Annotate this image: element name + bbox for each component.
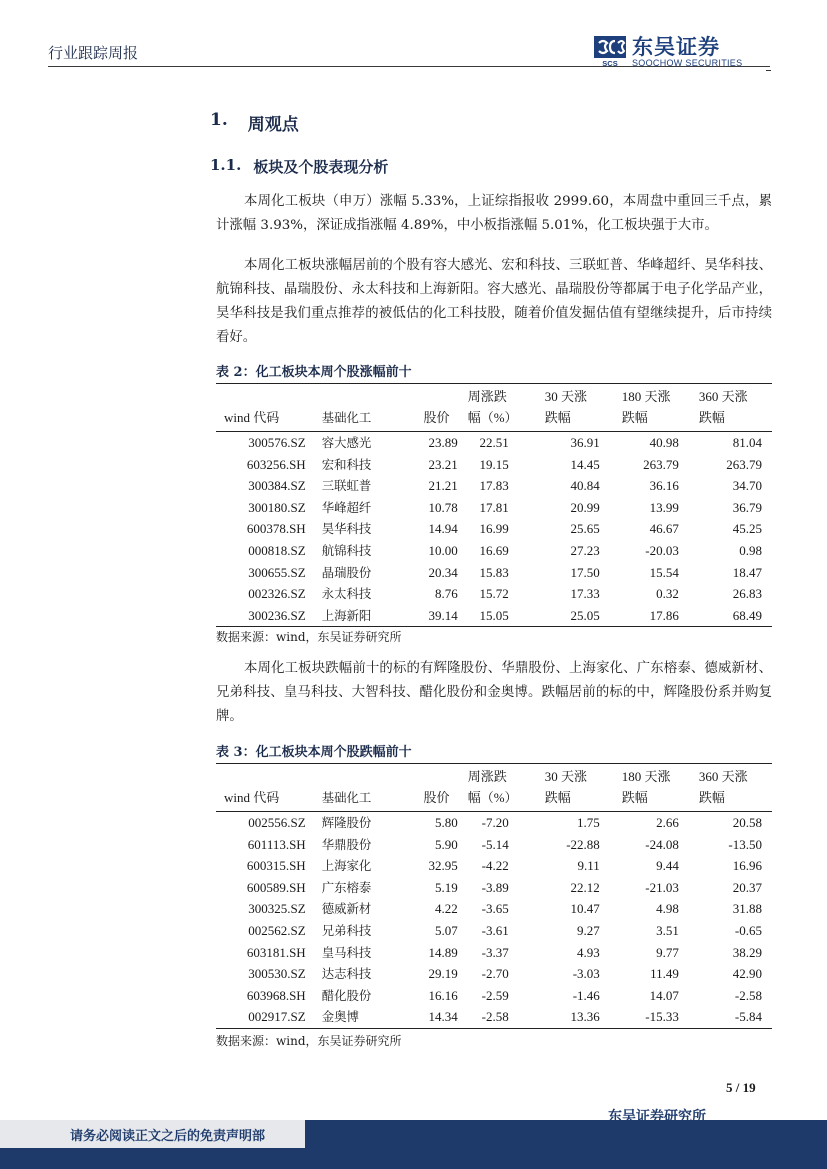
cell-30d: 27.23 bbox=[570, 542, 600, 558]
subsection-title: 板块及个股表现分析 bbox=[253, 158, 389, 176]
header-weekly: 周涨跌 幅（%） bbox=[462, 764, 539, 812]
cell-weekly: -3.65 bbox=[481, 901, 509, 917]
paragraph-top-gainers: 本周化工板块涨幅居前的个股有容大感光、宏和科技、三联虹普、华峰超纤、昊华科技、航锦科技、晶瑞股份、永太科技和上海新阳。容大感光、晶瑞股份等都属于电子化学品产业，昊华科技是我们重点推荐的被低估的化工科技股，随着价值发掘估值有望继续提升，后市持续看好。 bbox=[216, 258, 772, 345]
cell-price: 29.19 bbox=[428, 966, 458, 982]
cell-name: 德威新材 bbox=[321, 901, 372, 917]
cell-180d: 40.98 bbox=[649, 435, 679, 450]
header-180d: 180 天涨 跌幅 bbox=[616, 384, 693, 432]
cell-name: 广东榕泰 bbox=[321, 879, 372, 895]
cell-price: 39.14 bbox=[405, 605, 461, 627]
cell-price: 16.16 bbox=[428, 987, 458, 1003]
cell-weekly: 16.99 bbox=[479, 521, 509, 537]
cell-code: 603256.SH bbox=[246, 456, 306, 472]
logo-en-text: SOOCHOW SECURITIES bbox=[632, 58, 743, 68]
table-row bbox=[216, 583, 772, 605]
table-row bbox=[216, 898, 772, 920]
cell-180d: 13.99 bbox=[649, 499, 679, 515]
cell-30d: -22.88 bbox=[566, 836, 600, 852]
cell-name: 容大感光 bbox=[321, 435, 372, 450]
logo-abbr: SCS bbox=[602, 59, 618, 68]
cell-code: 002556.SZ bbox=[248, 815, 306, 830]
table-row bbox=[216, 518, 772, 540]
cell-name: 昊华科技 bbox=[321, 521, 372, 537]
cell-weekly: -2.59 bbox=[481, 987, 509, 1003]
cell-360d: 20.37 bbox=[732, 879, 762, 895]
cell-name: 晶瑞股份 bbox=[321, 564, 372, 580]
cell-180d: 4.98 bbox=[656, 901, 679, 917]
cell-180d: 3.51 bbox=[656, 922, 679, 938]
cell-code: 600315.SH bbox=[246, 858, 306, 874]
header-360d: 360 天涨 跌幅 bbox=[693, 764, 772, 812]
disclaimer-notice: 请务必阅读正文之后的免责声明部 bbox=[70, 1129, 266, 1144]
cell-180d: -24.08 bbox=[645, 836, 679, 852]
cell-weekly: 22.51 bbox=[479, 435, 509, 450]
cell-180d: 0.32 bbox=[656, 586, 679, 602]
subsection-number: 1.1. bbox=[210, 156, 242, 174]
cell-360d: 0.98 bbox=[739, 542, 762, 558]
cell-name: 皇马科技 bbox=[321, 944, 372, 960]
cell-30d: 4.93 bbox=[577, 944, 600, 960]
cell-price: 14.89 bbox=[428, 944, 458, 960]
cell-name: 宏和科技 bbox=[321, 456, 372, 472]
header-code: wind 代码 bbox=[216, 764, 310, 812]
cell-180d: 46.67 bbox=[649, 521, 679, 537]
cell-180d: 263.79 bbox=[643, 456, 679, 472]
cell-180d: -15.33 bbox=[616, 1006, 693, 1028]
cell-180d: 9.44 bbox=[656, 858, 679, 874]
paragraph-market-summary: 本周化工板块（申万）涨幅 5.33%，上证综指报收 2999.60，本周盘中重回三千点，累计涨幅 3.93%，深证成指涨幅 4.89%，中小板指涨幅 5.01%，化工板块强于大市。 bbox=[216, 194, 772, 233]
header-30d: 30 天涨 跌幅 bbox=[539, 384, 616, 432]
logo-icon bbox=[594, 36, 626, 68]
company-logo bbox=[594, 36, 742, 70]
cell-360d: -13.50 bbox=[728, 836, 762, 852]
cell-weekly: -3.37 bbox=[481, 944, 509, 960]
cell-360d: 31.88 bbox=[732, 901, 762, 917]
cell-360d: 263.79 bbox=[726, 456, 762, 472]
cell-code: 601113.SH bbox=[247, 836, 306, 852]
cell-code: 300180.SZ bbox=[248, 499, 306, 515]
cell-price: 21.21 bbox=[428, 478, 458, 494]
report-type-label: 行业跟踪周报 bbox=[48, 44, 139, 62]
cell-name: 永太科技 bbox=[321, 586, 372, 602]
cell-180d: -20.03 bbox=[645, 542, 679, 558]
cell-weekly: -5.14 bbox=[481, 836, 509, 852]
cell-30d: 10.47 bbox=[570, 901, 600, 917]
cell-180d: 11.49 bbox=[650, 966, 679, 982]
header-180d: 180 天涨 跌幅 bbox=[616, 764, 693, 812]
cell-180d: 9.77 bbox=[656, 944, 679, 960]
cell-price: 5.80 bbox=[434, 815, 458, 830]
subsection-heading bbox=[210, 156, 388, 177]
cell-180d: 14.07 bbox=[649, 987, 679, 1003]
cell-weekly: 15.05 bbox=[462, 605, 539, 627]
header-mark bbox=[766, 70, 771, 71]
cell-360d: -2.58 bbox=[734, 987, 762, 1003]
cell-30d: -3.03 bbox=[572, 966, 600, 982]
cell-30d: 9.27 bbox=[577, 922, 600, 938]
table-header-row bbox=[216, 384, 772, 432]
cell-360d: 20.58 bbox=[732, 815, 762, 830]
table-row bbox=[216, 454, 772, 476]
cell-price: 14.34 bbox=[405, 1006, 461, 1028]
cell-30d: 9.11 bbox=[577, 858, 600, 874]
data-source-note: 数据来源：wind，东吴证券研究所 bbox=[216, 1034, 402, 1048]
cell-code: 300655.SZ bbox=[248, 564, 306, 580]
losers-table-body bbox=[216, 812, 772, 1029]
header-price: 股价 bbox=[405, 764, 461, 812]
cell-price: 5.90 bbox=[434, 836, 458, 852]
cell-weekly: 19.15 bbox=[479, 456, 509, 472]
table-caption-losers: 表 3：化工板块本周个股跌幅前十 bbox=[216, 745, 412, 760]
cell-30d: 1.75 bbox=[577, 815, 600, 830]
cell-360d: 45.25 bbox=[732, 521, 762, 537]
cell-weekly: -3.61 bbox=[481, 922, 509, 938]
cell-30d: 20.99 bbox=[570, 499, 600, 515]
cell-weekly: 15.83 bbox=[479, 564, 509, 580]
cell-name: 三联虹普 bbox=[321, 478, 372, 494]
cell-360d: 16.96 bbox=[732, 858, 762, 874]
cell-price: 8.76 bbox=[434, 586, 458, 602]
cell-price: 14.94 bbox=[428, 521, 458, 537]
cell-name: 兄弟科技 bbox=[321, 922, 372, 938]
table-row bbox=[216, 1006, 772, 1028]
section-number: 1. bbox=[210, 110, 228, 130]
logo-cn-text: 东吴证券 bbox=[632, 35, 720, 59]
cell-name: 华峰超纤 bbox=[321, 499, 372, 515]
cell-weekly: -3.89 bbox=[481, 879, 509, 895]
cell-name: 醋化股份 bbox=[321, 987, 372, 1003]
cell-30d: 13.36 bbox=[539, 1006, 616, 1028]
cell-30d: -1.46 bbox=[572, 987, 600, 1003]
table-row bbox=[216, 877, 772, 899]
gainers-table bbox=[216, 383, 772, 627]
cell-name: 辉隆股份 bbox=[321, 815, 372, 830]
cell-30d: 25.05 bbox=[539, 605, 616, 627]
cell-name: 华鼎股份 bbox=[321, 836, 372, 852]
cell-30d: 17.33 bbox=[570, 586, 600, 602]
page-number: 5 / 19 bbox=[726, 1080, 756, 1095]
cell-360d: 36.79 bbox=[732, 499, 762, 515]
table-row bbox=[216, 963, 772, 985]
cell-180d: -21.03 bbox=[645, 879, 679, 895]
section-heading bbox=[210, 110, 299, 135]
cell-price: 23.21 bbox=[428, 456, 458, 472]
cell-weekly: -2.70 bbox=[481, 966, 509, 982]
table-row bbox=[216, 812, 772, 834]
footer-organization: 东吴证券研究所 bbox=[608, 1109, 706, 1125]
cell-360d: 68.49 bbox=[693, 605, 772, 627]
cell-weekly: 16.69 bbox=[479, 542, 509, 558]
cell-code: 300325.SZ bbox=[248, 901, 306, 917]
section-title: 周观点 bbox=[247, 115, 299, 135]
cell-360d: -0.65 bbox=[734, 922, 762, 938]
losers-table bbox=[216, 763, 772, 1029]
cell-code: 000818.SZ bbox=[248, 542, 306, 558]
cell-code: 600378.SH bbox=[246, 521, 306, 537]
header-360d: 360 天涨 跌幅 bbox=[693, 384, 772, 432]
cell-price: 23.89 bbox=[428, 435, 458, 450]
cell-code: 002562.SZ bbox=[248, 922, 306, 938]
cell-30d: 17.50 bbox=[570, 564, 600, 580]
cell-360d: 81.04 bbox=[732, 435, 762, 450]
cell-360d: 26.83 bbox=[732, 586, 762, 602]
table-header-row bbox=[216, 764, 772, 812]
cell-180d: 2.66 bbox=[656, 815, 679, 830]
cell-price: 5.07 bbox=[434, 922, 458, 938]
cell-360d: -5.84 bbox=[693, 1006, 772, 1028]
cell-code: 002917.SZ bbox=[216, 1006, 310, 1028]
cell-180d: 36.16 bbox=[649, 478, 679, 494]
table-row bbox=[216, 540, 772, 562]
table-row bbox=[216, 920, 772, 942]
cell-code: 603968.SH bbox=[246, 987, 306, 1003]
cell-weekly: 17.81 bbox=[479, 499, 509, 515]
cell-code: 600589.SH bbox=[246, 879, 306, 895]
table-row bbox=[216, 475, 772, 497]
cell-360d: 18.47 bbox=[732, 564, 762, 580]
header-weekly: 周涨跌 幅（%） bbox=[462, 384, 539, 432]
cell-180d: 17.86 bbox=[616, 605, 693, 627]
header-name: 基础化工 bbox=[310, 384, 406, 432]
table-row bbox=[216, 985, 772, 1007]
cell-360d: 38.29 bbox=[732, 944, 762, 960]
table-row bbox=[216, 605, 772, 627]
table-row bbox=[216, 834, 772, 856]
paragraph-top-losers: 本周化工板块跌幅前十的标的有辉隆股份、华鼎股份、上海家化、广东榕泰、德威新材、兄弟科技、皇马科技、大智科技、醋化股份和金奥博。跌幅居前的标的中，辉隆股份系并购复牌。 bbox=[216, 661, 772, 724]
table-caption-gainers: 表 2：化工板块本周个股涨幅前十 bbox=[216, 365, 412, 380]
cell-name: 达志科技 bbox=[321, 966, 372, 982]
data-source-note: 数据来源：wind，东吴证券研究所 bbox=[216, 630, 402, 644]
cell-code: 300236.SZ bbox=[216, 605, 310, 627]
cell-weekly: -4.22 bbox=[481, 858, 509, 874]
cell-price: 5.19 bbox=[434, 879, 458, 895]
cell-code: 300530.SZ bbox=[248, 966, 306, 982]
cell-30d: 22.12 bbox=[570, 879, 600, 895]
table-row bbox=[216, 855, 772, 877]
cell-price: 10.78 bbox=[428, 499, 458, 515]
cell-weekly: 15.72 bbox=[479, 586, 509, 602]
table-row bbox=[216, 432, 772, 454]
cell-name: 上海新阳 bbox=[310, 605, 406, 627]
cell-name: 航锦科技 bbox=[321, 542, 372, 558]
cell-weekly: -7.20 bbox=[481, 815, 509, 830]
table-row bbox=[216, 497, 772, 519]
cell-price: 20.34 bbox=[428, 564, 458, 580]
cell-30d: 14.45 bbox=[570, 456, 600, 472]
cell-weekly: -2.58 bbox=[462, 1006, 539, 1028]
cell-360d: 34.70 bbox=[732, 478, 762, 494]
table-row bbox=[216, 942, 772, 964]
cell-360d: 42.90 bbox=[732, 966, 762, 982]
header-30d: 30 天涨 跌幅 bbox=[539, 764, 616, 812]
cell-30d: 40.84 bbox=[570, 478, 600, 494]
table-row bbox=[216, 562, 772, 584]
cell-code: 002326.SZ bbox=[248, 586, 306, 602]
cell-name: 上海家化 bbox=[321, 858, 372, 874]
cell-price: 32.95 bbox=[428, 858, 458, 874]
header-code: wind 代码 bbox=[216, 384, 310, 432]
header-price: 股价 bbox=[405, 384, 461, 432]
cell-price: 4.22 bbox=[434, 901, 458, 917]
cell-code: 603181.SH bbox=[246, 944, 306, 960]
cell-code: 300576.SZ bbox=[248, 435, 306, 450]
cell-code: 300384.SZ bbox=[248, 478, 306, 494]
cell-price: 10.00 bbox=[428, 542, 458, 558]
cell-weekly: 17.83 bbox=[479, 478, 509, 494]
cell-180d: 15.54 bbox=[649, 564, 679, 580]
header-name: 基础化工 bbox=[310, 764, 406, 812]
cell-30d: 36.91 bbox=[570, 435, 600, 450]
gainers-table-body bbox=[216, 432, 772, 627]
cell-30d: 25.65 bbox=[570, 521, 600, 537]
cell-name: 金奥博 bbox=[310, 1006, 406, 1028]
